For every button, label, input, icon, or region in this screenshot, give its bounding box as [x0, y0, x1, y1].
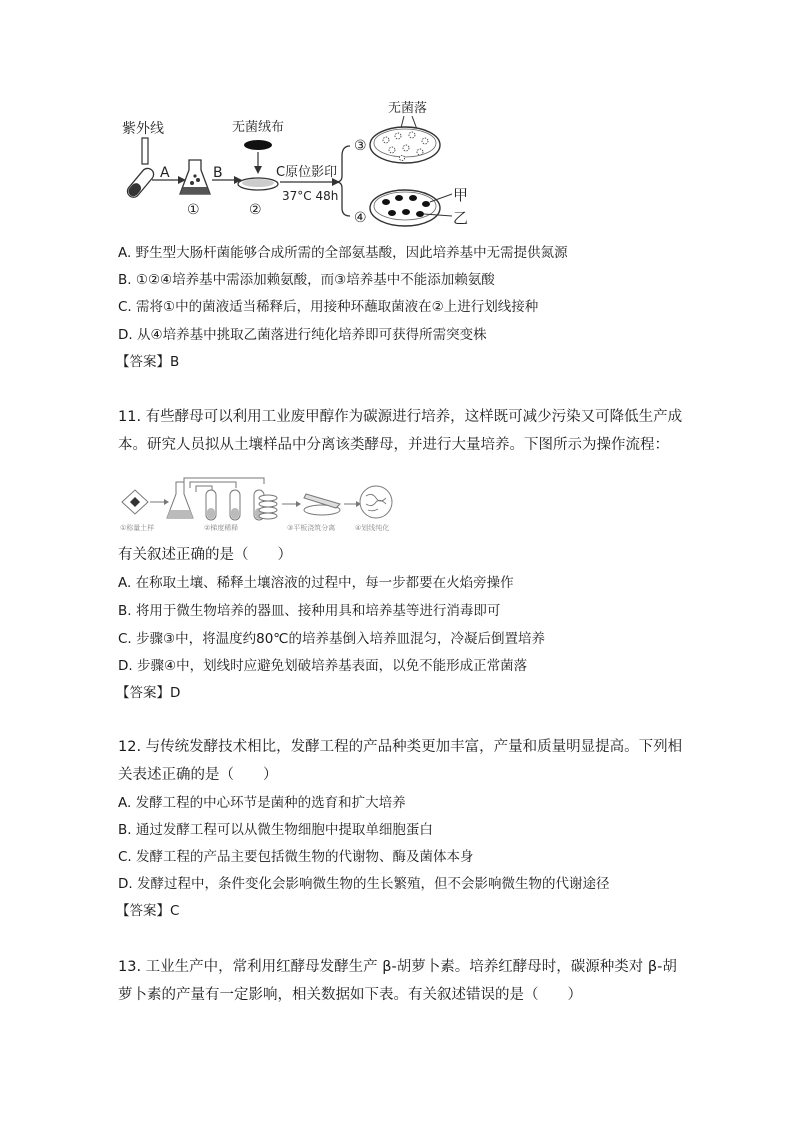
velvet-icon	[244, 140, 272, 150]
q11-option-b: B. 将用于微生物培养的器皿、接种用具和培养基等进行消毒即可	[118, 603, 501, 619]
q12-option-a: A. 发酵工程的中心环节是菌种的选育和扩大培养	[118, 795, 406, 811]
step-2-label: ②梯度稀释	[204, 524, 239, 532]
yeast-isolation-flow-figure	[0, 464, 794, 534]
q11-option-a: A. 在称取土壤、稀释土壤溶液的过程中，每一步都要在火焰旁操作	[118, 575, 514, 591]
answer-value: D	[170, 685, 181, 701]
q11-stem-line-1: 11. 有些酵母可以利用工业废甲醇作为碳源进行培养，这样既可减少污染又可降低生产成	[118, 409, 683, 425]
q11-option-d: D. 步骤④中，划线时应避免划破培养基表面，以免不能形成正常菌落	[118, 658, 528, 674]
uv-label: 紫外线	[122, 121, 164, 137]
step-3-label: ③平板浇筑分离	[287, 524, 336, 532]
q11-option-c: C. 步骤③中，将温度约80℃的培养基倒入培养皿混匀，冷凝后倒置培养	[118, 631, 545, 647]
q12-option-b: B. 通过发酵工程可以从微生物细胞中提取单细胞蛋白	[118, 822, 433, 838]
no-colony-label: 无菌落	[388, 101, 428, 116]
pour-plate-icon	[304, 494, 340, 515]
answer-label: 【答案】	[116, 685, 170, 701]
label-n1: ①	[187, 202, 200, 218]
label-b: B	[213, 165, 223, 181]
q11-answer	[116, 683, 180, 703]
q12-answer	[116, 901, 179, 921]
label-c: C原位影印	[276, 165, 338, 180]
step-1-label: ①称量土样	[120, 524, 155, 532]
jia-label: 甲	[453, 186, 469, 204]
brace-icon	[336, 146, 350, 216]
answer-value: C	[170, 903, 180, 919]
answer-value: B	[170, 354, 180, 370]
temp-label: 37°C 48h	[282, 189, 339, 203]
q10-option-b: B. ①②④培养基中需添加赖氨酸，而③培养基中不能添加赖氨酸	[118, 272, 495, 288]
test-tube-icon	[125, 166, 156, 200]
label-n4: ④	[354, 210, 367, 226]
q10-option-c: C. 需将①中的菌液适当稀释后，用接种环蘸取菌液在②上进行划线接种	[118, 299, 539, 315]
yi-label: 乙	[453, 209, 469, 227]
label-a: A	[160, 165, 170, 181]
q12-stem-line-2: 关表述正确的是（ ）	[118, 767, 278, 783]
q10-option-a: A. 野生型大肠杆菌能够合成所需的全部氨基酸，因此培养基中无需提供氮源	[118, 245, 568, 261]
q12-stem-line-1: 12. 与传统发酵技术相比，发酵工程的产品种类更加丰富，产量和质量明显提高。下列相	[118, 739, 683, 755]
velvet-label: 无菌绒布	[232, 120, 285, 135]
q11-question: 有关叙述正确的是（ ）	[118, 547, 292, 563]
answer-label: 【答案】	[116, 903, 170, 919]
q11-stem-line-2: 本。研究人员拟从土壤样品中分离该类酵母，并进行大量培养。下图所示为操作流程：	[118, 437, 669, 453]
step-4-label: ④划线纯化	[355, 524, 390, 532]
replica-plating-figure	[0, 0, 794, 240]
label-n3: ③	[354, 138, 367, 154]
answer-label: 【答案】	[116, 354, 170, 370]
q13-stem-line-2: 萝卜素的产量有一定影响，相关数据如下表。有关叙述错误的是（ ）	[118, 987, 582, 1003]
streak-plate-icon	[360, 486, 392, 518]
balance-icon	[122, 490, 169, 514]
q12-option-c: C. 发酵工程的产品主要包括微生物的代谢物、酶及菌体本身	[118, 849, 474, 865]
q10-answer	[116, 352, 179, 372]
q13-stem-line-1: 13. 工业生产中，常利用红酵母发酵生产 β-胡萝卜素。培养红酵母时，碳源种类对 β-胡	[118, 959, 677, 975]
label-n2: ②	[249, 202, 262, 218]
flask-icon	[167, 482, 193, 518]
q10-option-d: D. 从④培养基中挑取乙菌落进行纯化培养即可获得所需突变株	[118, 327, 487, 343]
q12-option-d: D. 发酵过程中，条件变化会影响微生物的生长繁殖，但不会影响微生物的代谢途径	[118, 876, 610, 892]
flask-icon	[180, 160, 210, 194]
